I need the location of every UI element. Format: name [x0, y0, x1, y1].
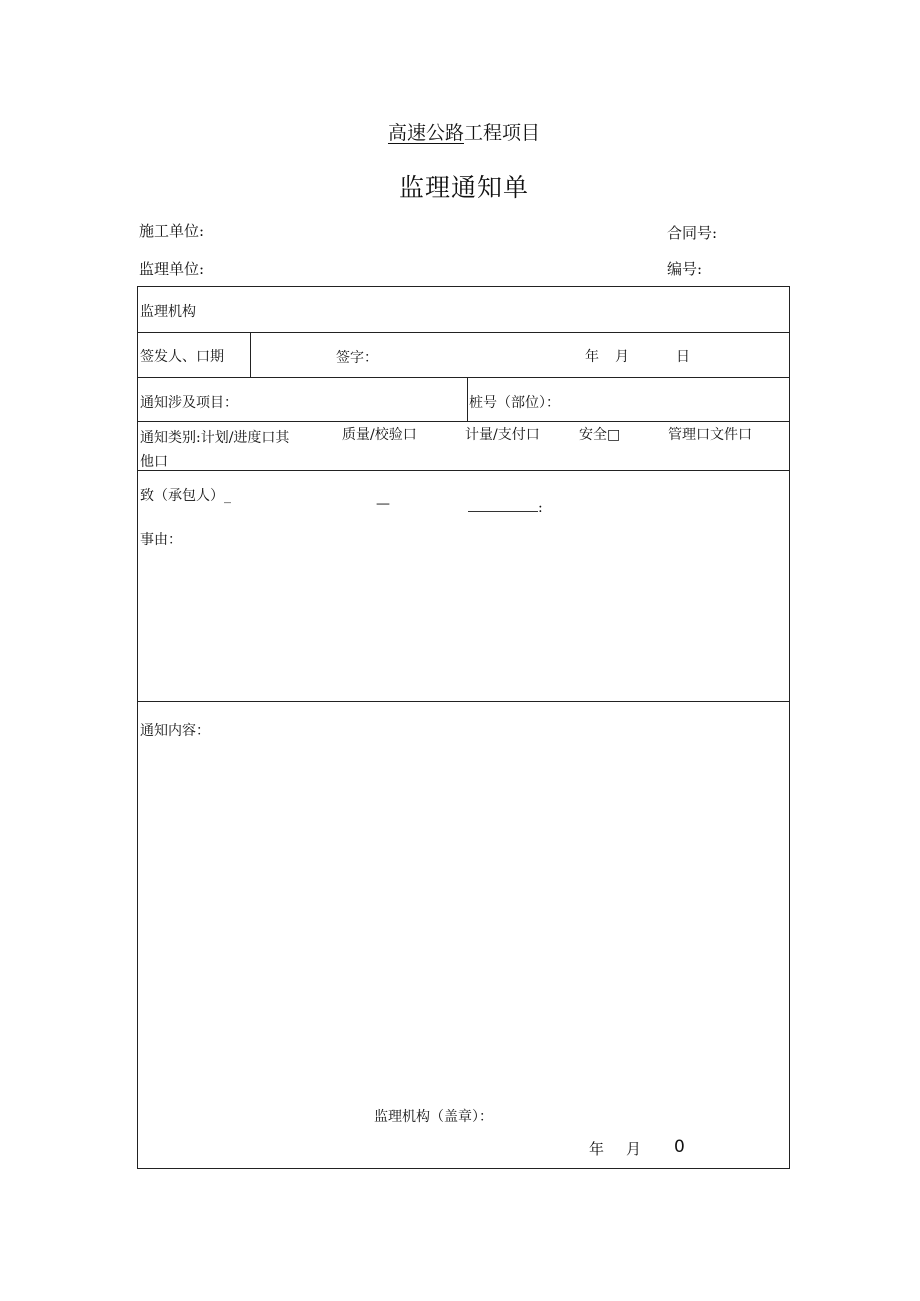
project-title-rest: 工程项目 — [464, 122, 541, 144]
supervisor-label: 监理单位: — [139, 260, 205, 278]
contractor-blank — [468, 497, 543, 516]
category-quality: 质量/校验口 — [342, 427, 417, 443]
project-name-underlined: 高速公路 — [387, 122, 464, 144]
serial-no-label: 编号: — [667, 260, 703, 278]
blank-colon: : — [538, 500, 543, 516]
category-safety: 安全□ — [579, 427, 621, 443]
contract-no-label: 合同号: — [667, 224, 718, 242]
org-label: 监理机构 — [140, 304, 196, 320]
column-divider — [250, 332, 251, 377]
date-month: 月 — [615, 349, 629, 365]
category-measure: 计量/支付口 — [465, 427, 540, 443]
footer-day: 0 — [674, 1137, 685, 1157]
blank-underline — [468, 497, 538, 512]
category-management: 管理口文件口 — [668, 427, 752, 443]
dash-mark: — — [376, 496, 390, 512]
footer-year: 年 — [589, 1140, 605, 1158]
contractor-label: 施工单位: — [139, 222, 205, 240]
content-label: 通知内容： — [140, 723, 210, 739]
date-day: 日 — [676, 349, 690, 365]
signer-date-label: 签发人、口期 — [140, 349, 224, 365]
column-divider — [467, 377, 468, 421]
row-divider — [138, 701, 789, 702]
category-other: 他口 — [140, 454, 168, 470]
signature-label: 签字： — [336, 350, 378, 366]
row-divider — [138, 470, 789, 471]
row-divider — [138, 421, 789, 422]
notice-form-table — [137, 286, 790, 1169]
footer-month: 月 — [626, 1140, 642, 1158]
station-label: 桩号（部位）： — [469, 395, 560, 411]
stamp-label: 监理机构（盖章）： — [374, 1109, 493, 1125]
project-title — [0, 118, 920, 145]
category-label: 通知类别:计划/进度口其 — [140, 430, 290, 446]
row-divider — [138, 332, 789, 333]
date-year: 年 — [585, 349, 599, 365]
to-contractor-label: 致（承包人）_ — [140, 488, 231, 504]
form-title: 监理通知单 — [398, 173, 529, 202]
items-label: 通知涉及项目： — [140, 395, 238, 411]
row-divider — [138, 377, 789, 378]
reason-label: 事由： — [140, 532, 182, 548]
